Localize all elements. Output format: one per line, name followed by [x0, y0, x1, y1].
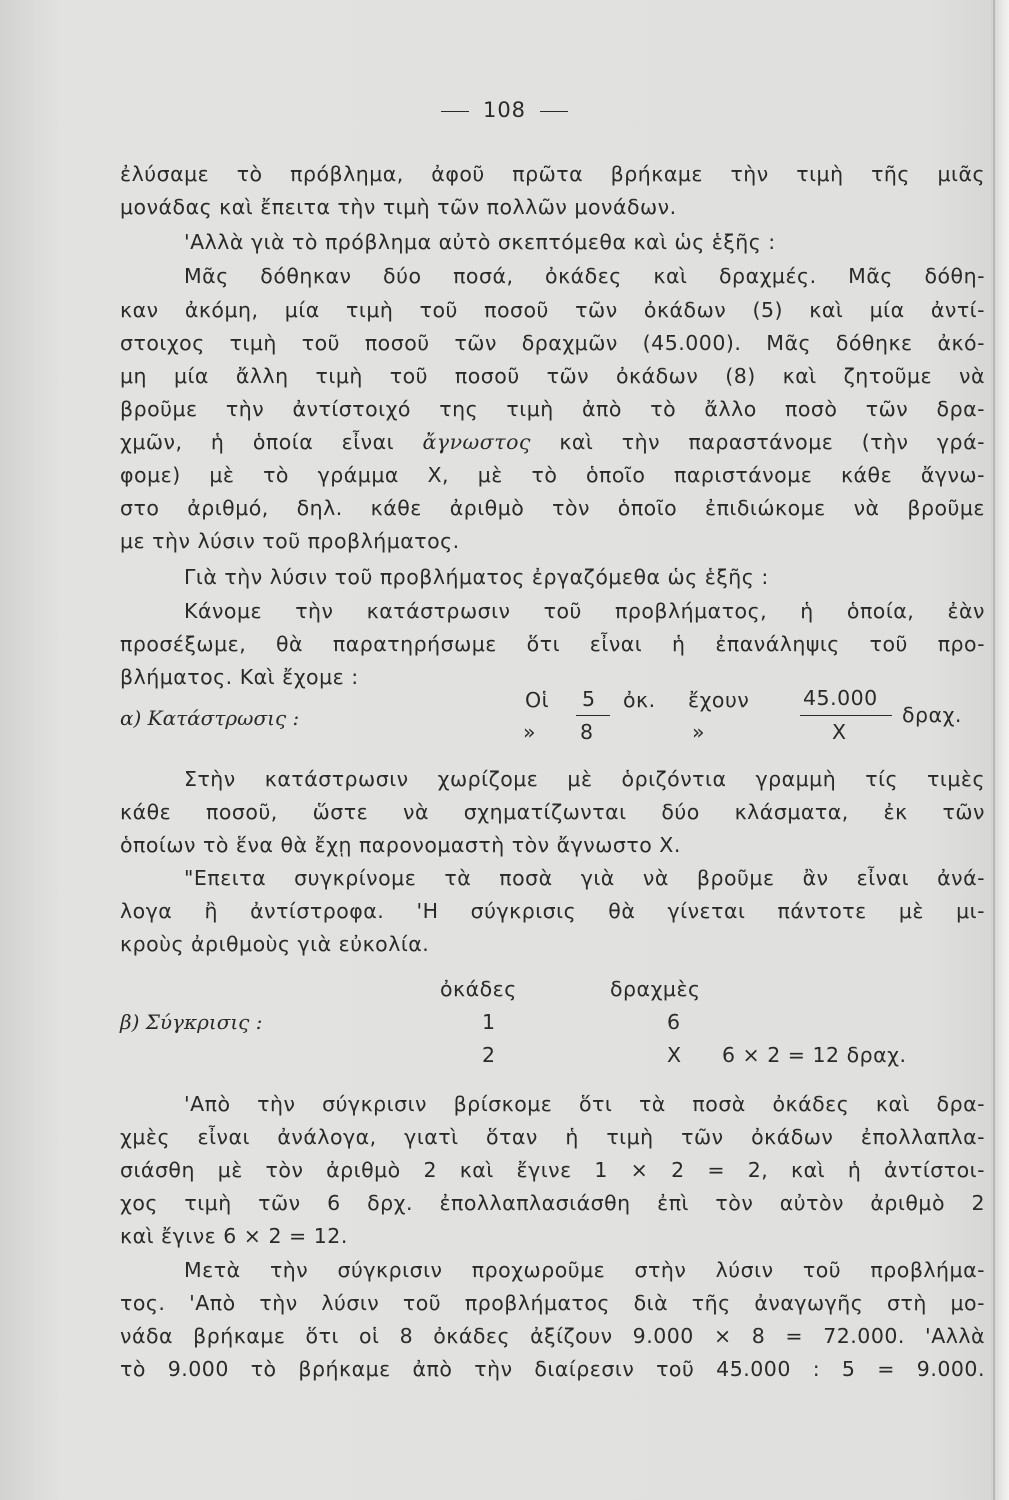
value-2: 2: [482, 1043, 496, 1067]
col-header-drachmes: δραχμὲς: [610, 977, 701, 1001]
denominator-8: 8: [580, 720, 594, 744]
numerator-45000: 45.000: [803, 686, 878, 710]
value-x: Χ: [667, 1043, 682, 1067]
text-line: βροῦμε τὴν ἀντίστοιχό της τιμὴ ἀπὸ τὸ ἄλλο ποσὸ τῶν δρα-: [120, 397, 985, 421]
text-line: στοιχος τιμὴ τοῦ ποσοῦ τῶν δραχμῶν (45.000). Μᾶς δόθηκε ἀκό-: [120, 331, 985, 355]
drach-abbr: δραχ.: [902, 703, 962, 727]
numerator-5: 5: [582, 687, 596, 711]
text-line: με τὴν λύσιν τοῦ προβλήματος.: [120, 529, 460, 553]
text-line: σιάσθη μὲ τὸν ἀριθμὸ 2 καὶ ἔγινε 1 × 2 = 2, καὶ ἡ ἀντίστοι-: [120, 1158, 985, 1182]
denominator-x: Χ: [832, 720, 847, 744]
text-line: 'Απὸ τὴν σύγκρισιν βρίσκομε ὅτι τὰ ποσὰ ὀκάδες καὶ δρα-: [184, 1092, 985, 1116]
text-line: τος. 'Απὸ τὴν λύσιν τοῦ προβλήματος διὰ τῆς ἀναγωγῆς στὴ μο-: [120, 1291, 985, 1315]
italic-term: ἄγνωστος: [422, 430, 531, 454]
katastrosis-label: α) Κατάστρωσις :: [120, 706, 300, 730]
text-line: καὶ ἔγινε 6 × 2 = 12.: [120, 1224, 348, 1248]
text-line: "Επειτα συγκρίνομε τὰ ποσὰ γιὰ νὰ βροῦμε ἂν εἶναι ἀνά-: [184, 866, 985, 890]
text-line: Μετὰ τὴν σύγκρισιν προχωροῦμε στὴν λύσιν τοῦ προβλήμα-: [184, 1258, 985, 1282]
calc-expression: 6 × 2 = 12 δραχ.: [722, 1043, 907, 1067]
page-number: [0, 98, 1009, 122]
text-line: τὸ 9.000 τὸ βρήκαμε ἀπὸ τὴν διαίρεσιν τοῦ 45.000 : 5 = 9.000.: [120, 1357, 985, 1381]
text-line: βλήματος. Καὶ ἔχομε :: [120, 665, 359, 689]
text-line: χος τιμὴ τῶν 6 δρχ. ἐπολλαπλασιάσθη ἐπὶ τὸν αὐτὸν ἀριθμὸ 2: [120, 1191, 985, 1215]
text-line: Κάνομε τὴν κατάστρωσιν τοῦ προβλήματος, ἡ ὁποία, ἐὰν: [184, 599, 985, 623]
text-line: μονάδας καὶ ἔπειτα τὴν τιμὴ τῶν πολλῶν μονάδων.: [120, 195, 677, 219]
text-line: ὁποίων τὸ ἕνα θὰ ἔχῃ παρονομαστὴ τὸν ἄγνωστο Χ.: [120, 833, 681, 857]
text-line: 'Αλλὰ γιὰ τὸ πρόβλημα αὐτὸ σκεπτόμεθα καὶ ὡς ἑξῆς :: [184, 230, 776, 254]
page-edge-line: [993, 0, 995, 1500]
text-line: κάθε ποσοῦ, ὥστε νὰ σχηματίζωνται δύο κλάσματα, ἐκ τῶν: [120, 800, 985, 824]
ditto-mark: »: [523, 720, 537, 744]
text-line-mixed: [120, 428, 985, 456]
ok-abbr: ὀκ.: [623, 688, 656, 712]
text-line: καν ἀκόμη, μία τιμὴ τοῦ ποσοῦ τῶν ὀκάδων (5) καὶ μία ἀντί-: [120, 298, 985, 322]
text-line: χμὲς εἶναι ἀνάλογα, γιατὶ ὅταν ἡ τιμὴ τῶν ὀκάδων ἐπολλαπλα-: [120, 1125, 985, 1149]
text-line: Μᾶς δόθηκαν δύο ποσά, ὀκάδες καὶ δραχμές. Μᾶς δόθη-: [184, 264, 985, 288]
page-number-text: 108: [482, 98, 527, 122]
fraction-bar: [800, 715, 892, 716]
value-6: 6: [667, 1010, 681, 1034]
text-line: κροὺς ἀριθμοὺς γιὰ εὐκολία.: [120, 932, 430, 956]
text-line: μη μία ἄλλη τιμὴ τοῦ ποσοῦ τῶν ὀκάδων (8) καὶ ζητοῦμε νὰ: [120, 364, 985, 388]
echoun-word: ἔχουν: [688, 688, 750, 712]
text-line: νάδα βρήκαμε ὅτι οἱ 8 ὀκάδες ἀξίζουν 9.000 × 8 = 72.000. 'Αλλὰ: [120, 1324, 985, 1348]
value-1: 1: [482, 1010, 496, 1034]
text-span: καὶ τὴν παραστάνομε (τὴν γρά-: [559, 430, 985, 454]
synkrisis-label: β) Σύγκρισις :: [120, 1010, 263, 1034]
text-line: προσέξωμε, θὰ παρατηρήσωμε ὅτι εἶναι ἡ ἐπανάληψις τοῦ προ-: [120, 632, 985, 656]
text-line: φομε) μὲ τὸ γράμμα Χ, μὲ τὸ ὁποῖο παριστάνομε κάθε ἄγνω-: [120, 463, 985, 487]
text-line: Στὴν κατάστρωσιν χωρίζομε μὲ ὁριζόντια γραμμὴ τίς τιμὲς: [184, 767, 985, 791]
text-span: χμῶν, ἡ ὁποία εἶναι: [120, 430, 395, 454]
col-header-okades: ὀκάδες: [440, 977, 517, 1001]
fraction-bar: [576, 715, 610, 716]
text-line: ἐλύσαμε τὸ πρόβλημα, ἀφοῦ πρῶτα βρήκαμε τὴν τιμὴ τῆς μιᾶς: [120, 162, 985, 186]
text-line: λογα ἢ ἀντίστροφα. 'Η σύγκρισις θὰ γίνεται πάντοτε μὲ μι-: [120, 899, 985, 923]
oi-word: Οἱ: [525, 688, 550, 712]
text-line: Γιὰ τὴν λύσιν τοῦ προβλήματος ἐργαζόμεθα ὡς ἑξῆς :: [184, 565, 769, 589]
ditto-mark: »: [692, 720, 706, 744]
text-line: στο ἀριθμό, δηλ. κάθε ἀριθμὸ τὸν ὁποῖο ἐπιδιώκομε νὰ βροῦμε: [120, 496, 985, 520]
